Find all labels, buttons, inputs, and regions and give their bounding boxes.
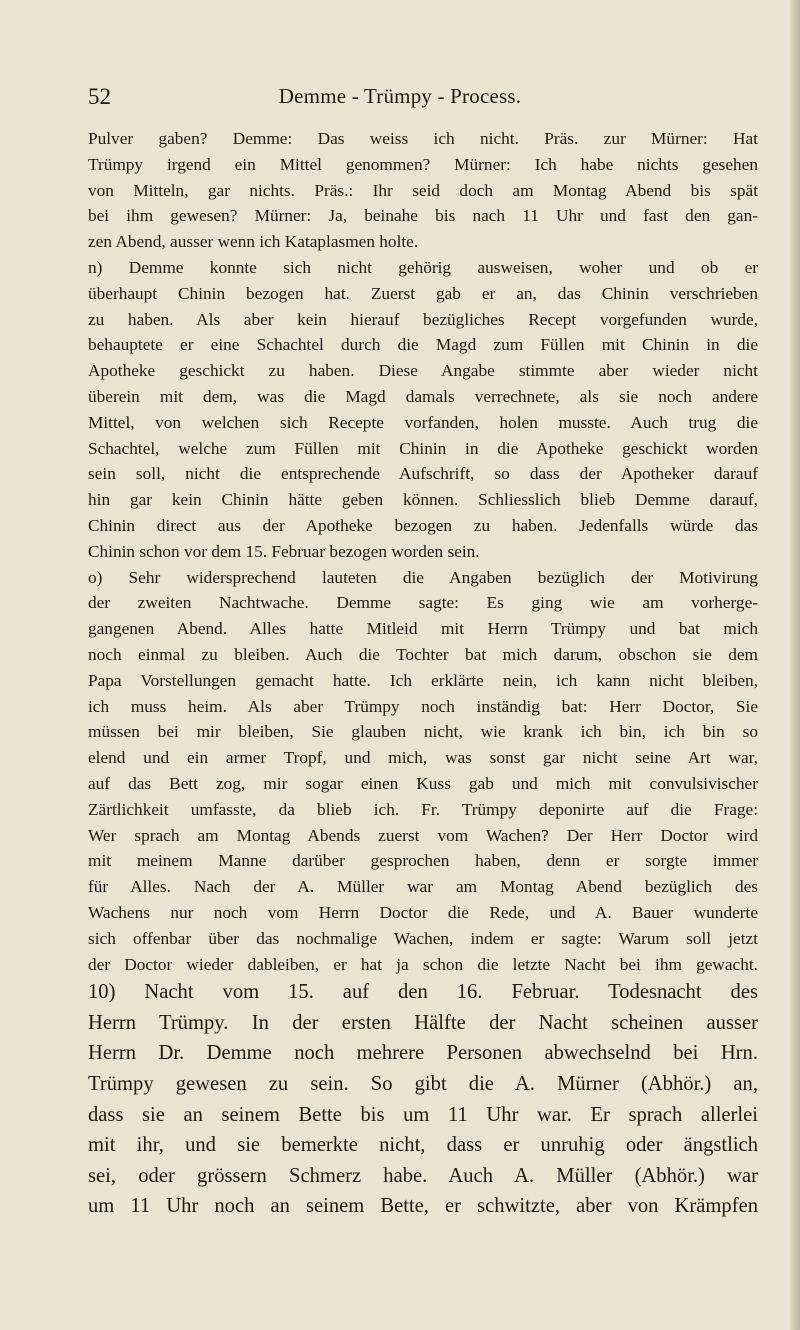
text-line: überein mit dem, was die Magd damals verrechnete, als sie noch andere <box>88 386 758 406</box>
text-line: für Alles. Nach der A. Müller war am Montag Abend bezüglich des <box>88 877 758 897</box>
text-line: 10) Nacht vom 15. auf den 16. Februar. Todesnacht des <box>88 981 758 1004</box>
page-header <box>0 84 800 114</box>
page-edge <box>790 0 800 1330</box>
paragraph-intro <box>88 126 758 255</box>
text-line: o) Sehr widersprechend lauteten die Angaben bezüglich der Motivirung <box>88 567 758 587</box>
text-line: Trümpy gewesen zu sein. So gibt die A. Mürner (Abhör.) an, <box>88 1073 758 1096</box>
text-line: müssen bei mir bleiben, Sie glauben nicht, wie krank ich bin, ich bin so <box>88 722 758 742</box>
text-line: Schachtel, welche zum Füllen mit Chinin in die Apotheke geschickt worden <box>88 438 758 458</box>
text-line: von Mitteln, gar nichts. Präs.: Ihr seid doch am Montag Abend bis spät <box>88 180 758 200</box>
text-line: Trümpy irgend ein Mittel genommen? Mürner: Ich habe nichts gesehen <box>88 154 758 174</box>
page-number: 52 <box>88 84 111 109</box>
text-line: behauptete er eine Schachtel durch die Magd zum Füllen mit Chinin in die <box>88 335 758 355</box>
text-line: Zärtlichkeit umfasste, da blieb ich. Fr. Trümpy deponirte auf die Frage: <box>88 799 758 819</box>
text-line: Chinin direct aus der Apotheke bezogen zu haben. Jedenfalls würde das <box>88 515 758 535</box>
text-line: der zweiten Nachtwache. Demme sagte: Es ging wie am vorherge- <box>88 593 758 613</box>
paragraph-n <box>88 255 758 565</box>
text-line: Herrn Dr. Demme noch mehrere Personen abwechselnd bei Hrn. <box>88 1042 758 1065</box>
text-line: Mittel, von welchen sich Recepte vorfanden, holen musste. Auch trug die <box>88 412 758 432</box>
text-line: auf das Bett zog, mir sogar einen Kuss gab und mich mit convulsivischer <box>88 773 758 793</box>
text-line: dass sie an seinem Bette bis um 11 Uhr war. Er sprach allerlei <box>88 1103 758 1126</box>
text-line: Papa Vorstellungen gemacht hatte. Ich erklärte nein, ich kann nicht bleiben, <box>88 670 758 690</box>
paragraph-section-10 <box>88 977 758 1222</box>
text-line: zen Abend, ausser wenn ich Kataplasmen holte. <box>88 232 419 252</box>
body-text <box>88 126 758 1222</box>
text-line: Apotheke geschickt zu haben. Diese Angabe stimmte aber wieder nicht <box>88 361 758 381</box>
text-line: mit meinem Manne darüber gesprochen haben, denn er sorgte immer <box>88 851 758 871</box>
running-title: Demme - Trümpy - Process. <box>278 84 522 108</box>
text-line: Wachens nur noch vom Herrn Doctor die Rede, und A. Bauer wunderte <box>88 902 758 922</box>
text-line: Chinin schon vor dem 15. Februar bezogen worden sein. <box>88 541 480 561</box>
text-line: sein soll, nicht die entsprechende Aufschrift, so dass der Apotheker darauf <box>88 464 758 484</box>
text-line: Herrn Trümpy. In der ersten Hälfte der Nacht scheinen ausser <box>88 1011 758 1034</box>
text-line: Wer sprach am Montag Abends zuerst vom Wachen? Der Herr Doctor wird <box>88 825 758 845</box>
text-line: sei, oder grössern Schmerz habe. Auch A. Müller (Abhör.) war <box>88 1164 758 1187</box>
text-line: gangenen Abend. Alles hatte Mitleid mit Herrn Trümpy und bat mich <box>88 619 758 639</box>
text-line: noch einmal zu bleiben. Auch die Tochter bat mich darum, obschon sie dem <box>88 644 758 664</box>
text-line: n) Demme konnte sich nicht gehörig ausweisen, woher und ob er <box>88 257 758 277</box>
paragraph-o <box>88 565 758 978</box>
text-line: zu haben. Als aber kein hierauf bezügliches Recept vorgefunden wurde, <box>88 309 758 329</box>
text-line: überhaupt Chinin bezogen hat. Zuerst gab er an, das Chinin verschrieben <box>88 283 758 303</box>
text-line: hin gar kein Chinin hätte geben können. Schliesslich blieb Demme darauf, <box>88 490 758 510</box>
text-line: sich offenbar über das nochmalige Wachen, indem er sagte: Warum soll jetzt <box>88 928 758 948</box>
text-line: ich muss heim. Als aber Trümpy noch inständig bat: Herr Doctor, Sie <box>88 696 758 716</box>
text-line: mit ihr, und sie bemerkte nicht, dass er unruhig oder ängstlich <box>88 1134 758 1157</box>
text-line: bei ihm gewesen? Mürner: Ja, beinahe bis nach 11 Uhr und fast den gan- <box>88 206 758 226</box>
text-line: elend und ein armer Tropf, und mich, was sonst gar nicht seine Art war, <box>88 748 758 768</box>
text-line: um 11 Uhr noch an seinem Bette, er schwitzte, aber von Krämpfen <box>88 1195 758 1218</box>
text-line: Pulver gaben? Demme: Das weiss ich nicht. Präs. zur Mürner: Hat <box>88 129 758 148</box>
text-line: der Doctor wieder dableiben, er hat ja schon die letzte Nacht bei ihm gewacht. <box>88 954 758 974</box>
